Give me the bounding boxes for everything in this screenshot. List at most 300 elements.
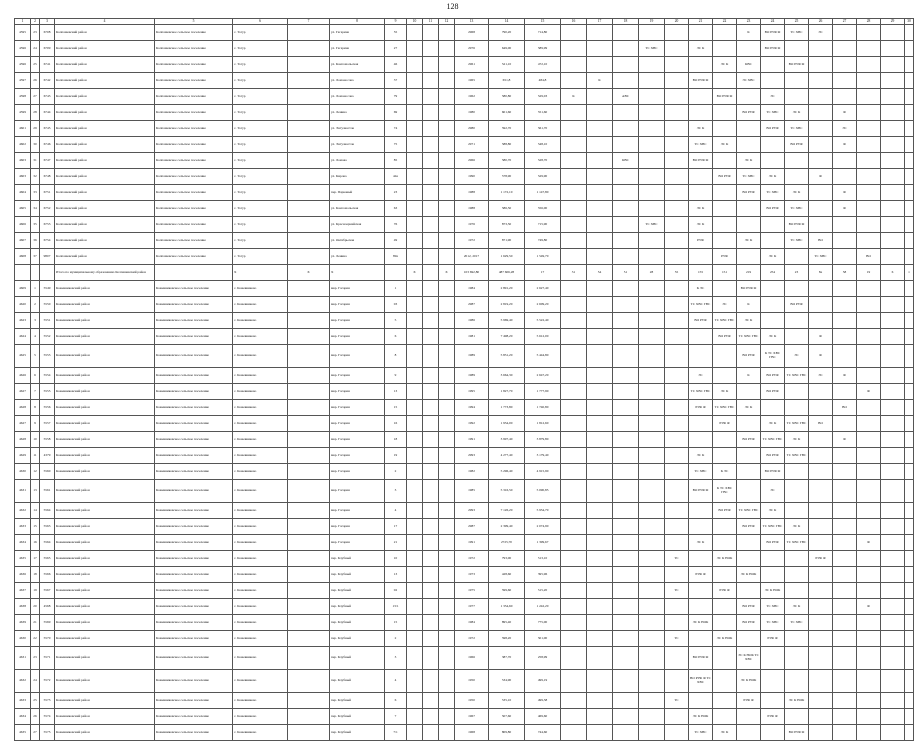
table-cell	[639, 709, 665, 725]
table-cell: ЭС	[689, 368, 713, 384]
table-cell: 1975	[455, 583, 489, 599]
table-cell: 749,80	[525, 233, 561, 249]
table-cell: 1 740,80	[525, 400, 561, 416]
table-cell: 1967	[455, 709, 489, 725]
table-cell	[905, 384, 914, 400]
table-cell	[423, 416, 439, 432]
table-cell: 871,90	[489, 233, 525, 249]
table-cell	[809, 670, 833, 693]
table-cell: 26	[31, 709, 40, 725]
table-cell: 5551	[40, 313, 55, 329]
table-cell	[857, 121, 881, 137]
table-cell	[809, 297, 833, 313]
column-number-cell: 2	[31, 19, 40, 25]
table-cell	[809, 480, 833, 503]
table-cell: Колпашевское сельское поселение	[155, 153, 233, 169]
table-cell: 561,70	[525, 121, 561, 137]
table-cell	[689, 249, 713, 265]
table-cell	[561, 121, 587, 137]
table-cell: 34	[31, 201, 40, 217]
table-cell	[785, 480, 809, 503]
table-cell: ТС	[665, 693, 689, 709]
table-cell: 5554	[40, 368, 55, 384]
table-cell	[785, 631, 809, 647]
table-cell: 1994	[455, 400, 489, 416]
table-cell: 499,38	[525, 693, 561, 709]
table-cell: с. Кожевниково	[233, 480, 288, 503]
table-cell	[833, 583, 857, 599]
table-row	[15, 41, 914, 57]
table-cell: Кожевниковское сельское поселение	[155, 725, 233, 741]
table-cell	[881, 249, 905, 265]
table-cell: 4632	[15, 503, 31, 519]
table-cell: 36	[31, 233, 40, 249]
table-cell: 4629	[15, 448, 31, 464]
table-cell	[881, 384, 905, 400]
table-cell: 715,90	[525, 217, 561, 233]
table-cell: ЭС	[761, 480, 785, 503]
table-cell	[689, 631, 713, 647]
table-cell: 1982	[455, 464, 489, 480]
table-cell	[439, 567, 455, 583]
table-cell	[439, 281, 455, 297]
table-cell: 1984	[455, 615, 489, 631]
table-cell	[857, 185, 881, 201]
table-cell	[613, 169, 639, 185]
table-cell: 2	[31, 297, 40, 313]
table-cell: 28	[639, 265, 665, 281]
table-cell: ВО РУФ	[761, 201, 785, 217]
table-cell: 24	[31, 670, 40, 693]
table-cell: 4639	[15, 615, 31, 631]
table-cell: РУФ Ф	[761, 631, 785, 647]
table-cell	[639, 416, 665, 432]
table-cell: 4634	[15, 535, 31, 551]
table-cell: 37	[31, 249, 40, 265]
table-cell	[288, 137, 330, 153]
table-cell	[857, 137, 881, 153]
table-cell: ул. Гагарина	[330, 25, 385, 41]
table-cell	[857, 693, 881, 709]
table-cell: 20	[31, 599, 40, 615]
table-cell	[881, 448, 905, 464]
table-cell: ул. Красноармейская	[330, 217, 385, 233]
column-number-cell: 4	[55, 19, 155, 25]
column-number-cell: 29	[881, 19, 905, 25]
table-cell: 1	[31, 281, 40, 297]
table-cell: 529,03	[525, 89, 561, 105]
table-cell	[713, 217, 737, 233]
table-cell	[587, 416, 613, 432]
table-cell: ВО РУФ	[713, 169, 737, 185]
table-cell: 75	[385, 137, 407, 153]
table-cell: 4632	[15, 670, 31, 693]
table-cell: 58	[833, 265, 857, 281]
table-cell	[423, 567, 439, 583]
table-cell	[407, 464, 423, 480]
table-cell: 5566	[40, 567, 55, 583]
table-cell: 35	[31, 217, 40, 233]
table-cell: Итого по муниципальному образованию Колпашевский район	[55, 265, 155, 281]
table-cell	[423, 432, 439, 448]
table-cell	[809, 57, 833, 73]
table-cell: 1	[905, 265, 914, 281]
table-cell	[665, 503, 689, 519]
table-cell: 5 444,80	[525, 345, 561, 368]
table-cell	[439, 670, 455, 693]
table-cell: Колпашевский район	[55, 105, 155, 121]
table-cell	[809, 567, 833, 583]
table-cell: 5571	[40, 647, 55, 670]
table-cell: РУФ	[689, 233, 713, 249]
table-cell: 8	[385, 345, 407, 368]
table-cell: 714,80	[525, 25, 561, 41]
table-cell	[288, 503, 330, 519]
table-cell	[689, 693, 713, 709]
table-cell: Колпашевский район	[55, 73, 155, 89]
table-cell	[613, 599, 639, 615]
table-cell: ЭС К	[713, 725, 737, 741]
table-cell: 1950	[455, 693, 489, 709]
table-cell: 2966	[455, 153, 489, 169]
table-cell	[833, 519, 857, 535]
table-cell: ЭС	[713, 297, 737, 313]
table-cell: с. Кожевниково	[233, 567, 288, 583]
table-cell: 5 969,40	[489, 313, 525, 329]
table-cell: 7 498,20	[489, 329, 525, 345]
table-cell: 873,50	[489, 217, 525, 233]
table-cell	[407, 281, 423, 297]
table-cell: ВО	[809, 416, 833, 432]
table-cell	[689, 169, 713, 185]
table-cell	[561, 416, 587, 432]
table-cell	[737, 631, 761, 647]
table-cell	[407, 89, 423, 105]
table-cell: 1988	[455, 185, 489, 201]
table-row	[15, 432, 914, 448]
table-cell	[905, 249, 914, 265]
table-cell	[833, 480, 857, 503]
table-cell	[587, 345, 613, 368]
table-cell: 55	[385, 25, 407, 41]
table-cell	[439, 105, 455, 121]
table-cell: ул. Энтузиастов	[330, 121, 385, 137]
table-cell: Кожевниковский район	[55, 432, 155, 448]
table-cell	[439, 57, 455, 73]
table-cell: 4	[385, 670, 407, 693]
table-cell	[689, 185, 713, 201]
column-number-cell: 10	[407, 19, 423, 25]
table-cell: ЭС К НОК	[713, 631, 737, 647]
table-cell	[689, 329, 713, 345]
table-cell: ЭС К	[713, 57, 737, 73]
table-cell	[407, 297, 423, 313]
table-cell	[881, 503, 905, 519]
table-cell	[881, 233, 905, 249]
table-cell	[407, 725, 423, 741]
table-cell	[613, 297, 639, 313]
table-cell	[689, 599, 713, 615]
table-cell: 7/1	[385, 725, 407, 741]
table-cell	[905, 329, 914, 345]
table-cell	[785, 89, 809, 105]
table-cell	[639, 432, 665, 448]
table-cell	[785, 400, 809, 416]
table-cell: ул. Ломоносова	[330, 73, 385, 89]
table-cell: 6747	[40, 153, 55, 169]
table-cell	[613, 25, 639, 41]
table-cell: 5575	[40, 725, 55, 741]
table-cell	[857, 41, 881, 57]
table-cell	[809, 725, 833, 741]
table-cell: 5555	[40, 384, 55, 400]
table-cell: ЭС	[761, 89, 785, 105]
table-cell	[423, 519, 439, 535]
table-cell	[665, 121, 689, 137]
table-cell: 6753	[40, 217, 55, 233]
table-cell: 586,50	[489, 201, 525, 217]
table-cell	[288, 345, 330, 368]
table-cell: 1972	[455, 551, 489, 567]
table-cell	[639, 480, 665, 503]
table-cell	[423, 551, 439, 567]
table-cell	[587, 480, 613, 503]
table-cell	[407, 503, 423, 519]
table-cell: 02	[385, 583, 407, 599]
table-cell: Колпашевский район	[55, 201, 155, 217]
table-cell	[857, 519, 881, 535]
table-cell: ТС	[665, 583, 689, 599]
table-cell	[639, 345, 665, 368]
table-cell: Ф	[809, 345, 833, 368]
table-cell	[439, 725, 455, 741]
table-cell	[689, 416, 713, 432]
table-cell: пер. Клубный	[330, 647, 385, 670]
table-cell	[881, 345, 905, 368]
table-cell	[561, 693, 587, 709]
table-cell: 1989	[455, 345, 489, 368]
table-cell	[665, 41, 689, 57]
column-number-cell: 12	[439, 19, 455, 25]
table-cell	[613, 384, 639, 400]
table-cell	[423, 249, 439, 265]
table-cell: 515,20	[525, 583, 561, 599]
table-cell: Кожевниковское сельское поселение	[155, 567, 233, 583]
table-cell: 598,20	[489, 631, 525, 647]
table-cell: 1 812,60	[525, 416, 561, 432]
table-cell	[809, 201, 833, 217]
table-cell	[737, 249, 761, 265]
table-cell: 31	[31, 153, 40, 169]
table-cell	[857, 73, 881, 89]
table-cell	[761, 233, 785, 249]
table-cell: 5553	[40, 345, 55, 368]
table-cell: с. Кожевниково	[233, 670, 288, 693]
table-cell: Кожевниковский район	[55, 670, 155, 693]
table-cell: Колпашевское сельское поселение	[155, 249, 233, 265]
table-cell: ВО РУФ	[737, 519, 761, 535]
table-cell: ТС ХВС	[689, 464, 713, 480]
table-cell	[785, 249, 809, 265]
table-cell: ВО РУФ	[761, 121, 785, 137]
table-cell	[857, 25, 881, 41]
table-cell: К	[737, 297, 761, 313]
table-cell: 79	[385, 89, 407, 105]
table-cell: Колпашевское сельское поселение	[155, 185, 233, 201]
table-cell: 19	[31, 583, 40, 599]
table-cell: ТС ХВС	[689, 137, 713, 153]
table-cell: 1968	[455, 725, 489, 741]
table-cell: 23	[385, 185, 407, 201]
table-cell	[439, 137, 455, 153]
table-cell	[905, 693, 914, 709]
table-cell: ул. Ленина	[330, 105, 385, 121]
table-cell	[423, 121, 439, 137]
table-cell: Кожевниковский район	[55, 329, 155, 345]
table-cell	[881, 709, 905, 725]
table-cell: РУФ	[713, 249, 737, 265]
table-cell	[833, 329, 857, 345]
table-cell: 4596	[15, 41, 31, 57]
table-cell	[587, 400, 613, 416]
table-cell: 5558	[40, 432, 55, 448]
table-cell	[587, 249, 613, 265]
table-cell	[785, 329, 809, 345]
table-cell: ВО РУФ Ф	[737, 281, 761, 297]
table-cell	[665, 313, 689, 329]
table-cell	[407, 448, 423, 464]
table-cell	[561, 297, 587, 313]
table-cell: ТС ХВС ГВС	[737, 503, 761, 519]
table-cell: ЭС	[809, 25, 833, 41]
table-cell	[713, 73, 737, 89]
table-cell: 1981	[455, 329, 489, 345]
table-cell: 4624	[15, 329, 31, 345]
table-cell	[857, 670, 881, 693]
table-cell: 4598	[15, 89, 31, 105]
table-cell	[423, 57, 439, 73]
table-cell	[407, 535, 423, 551]
table-cell: ВО РУФ	[761, 384, 785, 400]
table-cell: ТС ХВС	[785, 25, 809, 41]
table-cell: 6754	[40, 233, 55, 249]
table-cell	[905, 153, 914, 169]
table-cell	[665, 329, 689, 345]
table-cell	[713, 670, 737, 693]
table-cell: 23	[31, 25, 40, 41]
column-number-cell: 13	[455, 19, 489, 25]
table-cell	[639, 73, 665, 89]
table-cell: 5 612,00	[525, 329, 561, 345]
table-cell: К ТС ХВС ГВС	[761, 345, 785, 368]
table-cell: ВО	[857, 249, 881, 265]
table-cell	[423, 583, 439, 599]
table-cell: ЭС	[809, 368, 833, 384]
table-cell: Ф	[809, 169, 833, 185]
table-cell	[407, 345, 423, 368]
table-cell: 4631	[15, 647, 31, 670]
table-cell	[439, 217, 455, 233]
table-cell: 4604	[15, 185, 31, 201]
table-cell: ЭС К	[689, 535, 713, 551]
table-cell: ВО РУФ Ф	[689, 153, 713, 169]
column-number-cell: 9	[385, 19, 407, 25]
table-cell	[665, 670, 689, 693]
table-cell: 580,80	[489, 89, 525, 105]
table-cell	[881, 464, 905, 480]
table-cell: 3	[385, 647, 407, 670]
table-cell	[288, 583, 330, 599]
table-cell	[881, 121, 905, 137]
table-cell	[833, 57, 857, 73]
table-cell	[689, 551, 713, 567]
table-row	[15, 480, 914, 503]
table-cell: Кожевниковский район	[55, 400, 155, 416]
table-cell: ЭС К	[761, 329, 785, 345]
table-cell	[665, 519, 689, 535]
column-number-cell: 20	[665, 19, 689, 25]
table-cell: 4599	[15, 105, 31, 121]
table-cell	[439, 551, 455, 567]
table-cell	[288, 384, 330, 400]
table-cell: мкр. Гагарин	[330, 400, 385, 416]
table-cell	[713, 233, 737, 249]
table-cell	[613, 503, 639, 519]
table-cell	[613, 201, 639, 217]
table-cell	[737, 121, 761, 137]
table-cell	[407, 709, 423, 725]
table-cell: ЭС ХВС	[737, 73, 761, 89]
table-cell: ЭС К	[689, 41, 713, 57]
table-cell: 5 934,70	[525, 503, 561, 519]
table-cell: 1 934,00	[489, 416, 525, 432]
table-cell: ТС ХВС ГВС	[785, 448, 809, 464]
table-cell: с. Тогур	[233, 249, 288, 265]
table-cell: 258,99	[525, 647, 561, 670]
table-cell	[288, 105, 330, 121]
table-cell	[423, 313, 439, 329]
table-cell	[857, 313, 881, 329]
table-cell: Колпашевский район	[55, 137, 155, 153]
table-cell: 1 334,60	[489, 599, 525, 615]
table-cell	[613, 709, 639, 725]
table-cell: Колпашевское сельское поселение	[155, 137, 233, 153]
table-cell: 13	[385, 384, 407, 400]
table-cell: 1973	[455, 567, 489, 583]
table-cell: 27	[385, 41, 407, 57]
table-row	[15, 345, 914, 368]
table-cell	[407, 185, 423, 201]
table-cell	[439, 25, 455, 41]
table-cell	[407, 57, 423, 73]
table-cell	[737, 217, 761, 233]
table-cell: ЭС К	[689, 448, 713, 464]
table-cell	[639, 185, 665, 201]
table-cell	[407, 329, 423, 345]
table-cell: Кожевниковское сельское поселение	[155, 345, 233, 368]
table-cell: 8а	[809, 265, 833, 281]
table-cell: 1986	[455, 313, 489, 329]
table-cell	[639, 297, 665, 313]
table-cell	[561, 615, 587, 631]
table-cell	[713, 519, 737, 535]
table-cell: Кожевниковское сельское поселение	[155, 448, 233, 464]
table-cell	[561, 73, 587, 89]
table-cell	[737, 535, 761, 551]
table-cell	[639, 583, 665, 599]
table-cell	[833, 169, 857, 185]
table-cell: 534,90	[489, 670, 525, 693]
